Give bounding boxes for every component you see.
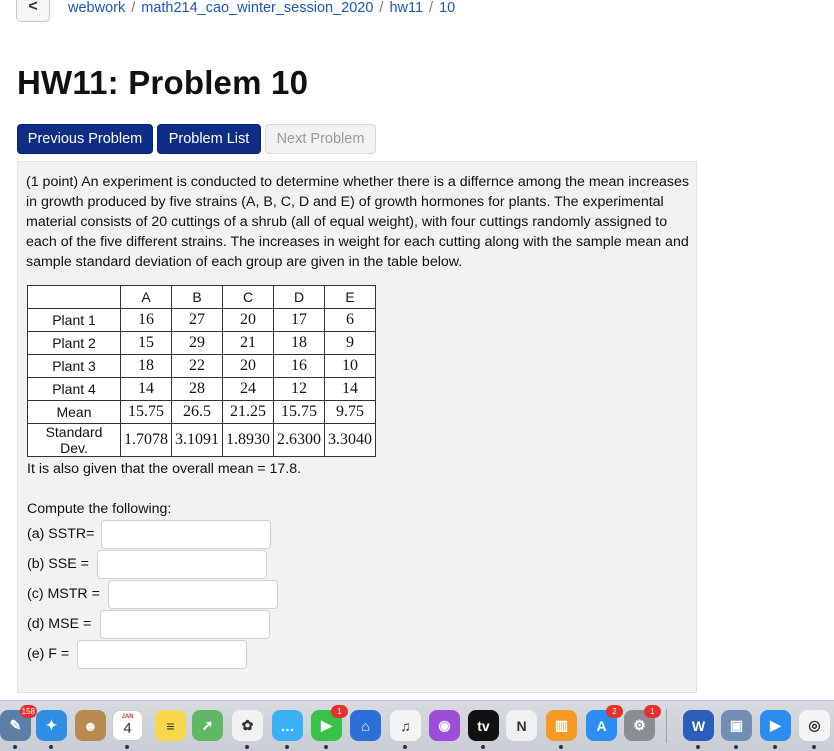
word-icon[interactable] [683, 710, 714, 741]
chrome-icon[interactable] [799, 710, 830, 741]
table-cell: 1.7078 [121, 424, 172, 457]
chrome-glyph: ◎ [808, 717, 821, 733]
table-cell: 10 [325, 355, 376, 378]
table-cell: 15.75 [121, 401, 172, 424]
running-indicator [324, 745, 328, 749]
table-cell: 29 [172, 332, 223, 355]
notification-badge: 158 [21, 707, 35, 716]
table-cell: 18 [121, 355, 172, 378]
table-cell: 14 [325, 378, 376, 401]
table-cell: 20 [223, 309, 274, 332]
table-cell: 22 [172, 355, 223, 378]
table-header-cell [28, 286, 121, 309]
podcasts-icon[interactable] [429, 710, 460, 741]
breadcrumb-webwork[interactable]: webwork [68, 0, 126, 16]
row-label: Plant 1 [28, 309, 121, 332]
table-cell: 20 [223, 355, 274, 378]
page-title: HW11: Problem 10 [17, 64, 309, 101]
table-header-row [28, 286, 376, 309]
messages-glyph: … [280, 717, 295, 734]
table-row [28, 424, 376, 457]
table-cell: 6 [325, 309, 376, 332]
sstr-label: (a) SSTR= [27, 526, 95, 542]
calendar-month: JAN [121, 714, 134, 720]
notes-icon[interactable] [155, 710, 186, 741]
table-row [28, 378, 376, 401]
table-cell: 28 [172, 378, 223, 401]
table-row [28, 332, 376, 355]
running-indicator [481, 745, 485, 749]
preview-icon[interactable] [0, 707, 35, 741]
facetime-glyph: ▶ [321, 717, 332, 733]
screenshot-preview-icon[interactable] [721, 710, 752, 741]
row-label: Plant 2 [28, 332, 121, 355]
table-cell: 3.1091 [172, 424, 223, 457]
table-cell: 18 [274, 332, 325, 355]
row-label: Standard Dev. [28, 424, 121, 457]
preview-glyph: ✎ [9, 717, 22, 733]
system-preferences-glyph: ⚙ [633, 717, 646, 733]
table-cell: 21 [223, 332, 274, 355]
breadcrumb-separator: / [429, 0, 434, 16]
breadcrumb-separator: / [131, 0, 136, 16]
table-cell: 26.5 [172, 401, 223, 424]
running-indicator [285, 745, 289, 749]
row-label: Plant 4 [28, 378, 121, 401]
table-header-cell: D [274, 286, 325, 309]
f-label: (e) F = [27, 646, 70, 662]
running-indicator [403, 745, 407, 749]
maps-icon[interactable] [192, 710, 223, 741]
table-cell: 27 [172, 309, 223, 332]
data-table [27, 285, 376, 457]
safari-icon[interactable] [36, 710, 67, 741]
sse-label: (b) SSE = [27, 556, 89, 572]
running-indicator [734, 745, 738, 749]
table-cell: 17 [274, 309, 325, 332]
news-icon[interactable] [506, 710, 537, 741]
running-indicator [773, 745, 777, 749]
table-row [28, 355, 376, 378]
running-indicator [245, 745, 249, 749]
table-header-cell: B [172, 286, 223, 309]
books-icon[interactable] [546, 710, 577, 741]
contacts-icon[interactable] [75, 710, 106, 741]
table-row [28, 401, 376, 424]
contacts-glyph: ☻ [83, 717, 98, 734]
problem-statement: (1 point) An experiment is conducted to determine whether there is a differnce among the mean increases in growth produced by five strains (A, B, C, D and E) of growth hormones for plants. The experimental material consists of 20 cuttings of a shrub (all of equal weight), with four cuttings randomly assigned to each of the five different strains. The increases in weight for each cutting along with the sample mean and sample standard deviation of each group are given in the table below. [26, 174, 689, 270]
table-cell: 14 [121, 378, 172, 401]
podcasts-glyph: ◉ [438, 717, 451, 733]
table-cell: 24 [223, 378, 274, 401]
mse-input[interactable] [100, 610, 270, 639]
breadcrumb-set[interactable]: hw11 [389, 0, 424, 16]
facetime-icon[interactable] [311, 707, 342, 741]
running-indicator [812, 745, 816, 749]
mstr-label: (c) MSTR = [27, 586, 100, 602]
safari-glyph: ✦ [45, 717, 58, 733]
dock-separator [666, 709, 667, 743]
apple-tv-icon[interactable] [468, 710, 499, 741]
mstr-input[interactable] [108, 580, 278, 609]
row-label: Plant 3 [28, 355, 121, 378]
f-input[interactable] [77, 640, 247, 669]
compute-heading: Compute the following: [27, 501, 172, 517]
previous-problem-button[interactable]: Previous Problem [17, 124, 153, 154]
chevron-left-icon: < [28, 0, 38, 15]
notes-glyph: ≡ [166, 717, 175, 734]
table-cell: 12 [274, 378, 325, 401]
music-glyph: ♫ [400, 717, 411, 734]
table-cell: 21.25 [223, 401, 274, 424]
problem-list-button[interactable]: Problem List [157, 124, 261, 154]
breadcrumb-course[interactable]: math214_cao_winter_session_2020 [141, 0, 374, 16]
table-cell: 15 [121, 332, 172, 355]
screenshot-preview-glyph: ▣ [729, 717, 744, 733]
breadcrumb-separator: / [379, 0, 384, 16]
books-glyph: ▥ [554, 717, 569, 733]
table-cell: 9 [325, 332, 376, 355]
top-bar [0, 0, 834, 28]
maps-glyph: ➚ [201, 717, 214, 733]
next-problem-button[interactable]: Next Problem [265, 124, 376, 154]
zoom-icon[interactable] [760, 710, 791, 741]
running-indicator [13, 745, 17, 749]
table-row [28, 309, 376, 332]
table-cell: 16 [274, 355, 325, 378]
table-header-cell: C [223, 286, 274, 309]
table-cell: 15.75 [274, 401, 325, 424]
dock [0, 700, 834, 751]
table-cell: 3.3040 [325, 424, 376, 457]
breadcrumb-problem[interactable]: 10 [439, 0, 456, 16]
row-label: Mean [28, 401, 121, 424]
running-indicator [696, 745, 700, 749]
running-indicator [559, 745, 563, 749]
breadcrumb [68, 0, 455, 16]
notification-badge: 2 [606, 705, 623, 718]
mse-label: (d) MSE = [27, 616, 92, 632]
keynote-glyph: ⌂ [361, 717, 370, 734]
news-glyph: N [516, 717, 527, 734]
apple-tv-glyph: tv [477, 717, 490, 734]
calendar-day: 4 [123, 720, 132, 737]
table-header-cell: E [325, 286, 376, 309]
photos-icon[interactable] [232, 710, 263, 741]
running-indicator [125, 745, 129, 749]
app-store-icon[interactable] [586, 707, 617, 741]
table-cell: 16 [121, 309, 172, 332]
notification-badge: 1 [331, 705, 348, 718]
table-cell: 1.8930 [223, 424, 274, 457]
system-preferences-icon[interactable] [624, 707, 655, 741]
sstr-input[interactable] [101, 520, 271, 549]
music-icon[interactable] [390, 710, 421, 741]
word-glyph: W [691, 717, 706, 734]
overall-mean-text: It is also given that the overall mean = 17.8. [27, 461, 302, 477]
app-store-glyph: A [596, 717, 607, 734]
zoom-glyph: ▶ [770, 717, 781, 733]
keynote-icon[interactable] [350, 710, 381, 741]
table-cell: 9.75 [325, 401, 376, 424]
table-cell: 2.6300 [274, 424, 325, 457]
notification-badge: 1 [644, 705, 661, 718]
photos-glyph: ✿ [241, 717, 254, 733]
sse-input[interactable] [97, 550, 267, 579]
back-button[interactable] [16, 0, 50, 22]
table-header-cell: A [121, 286, 172, 309]
calendar-icon[interactable] [112, 710, 143, 741]
messages-icon[interactable] [272, 710, 303, 741]
running-indicator [49, 745, 53, 749]
